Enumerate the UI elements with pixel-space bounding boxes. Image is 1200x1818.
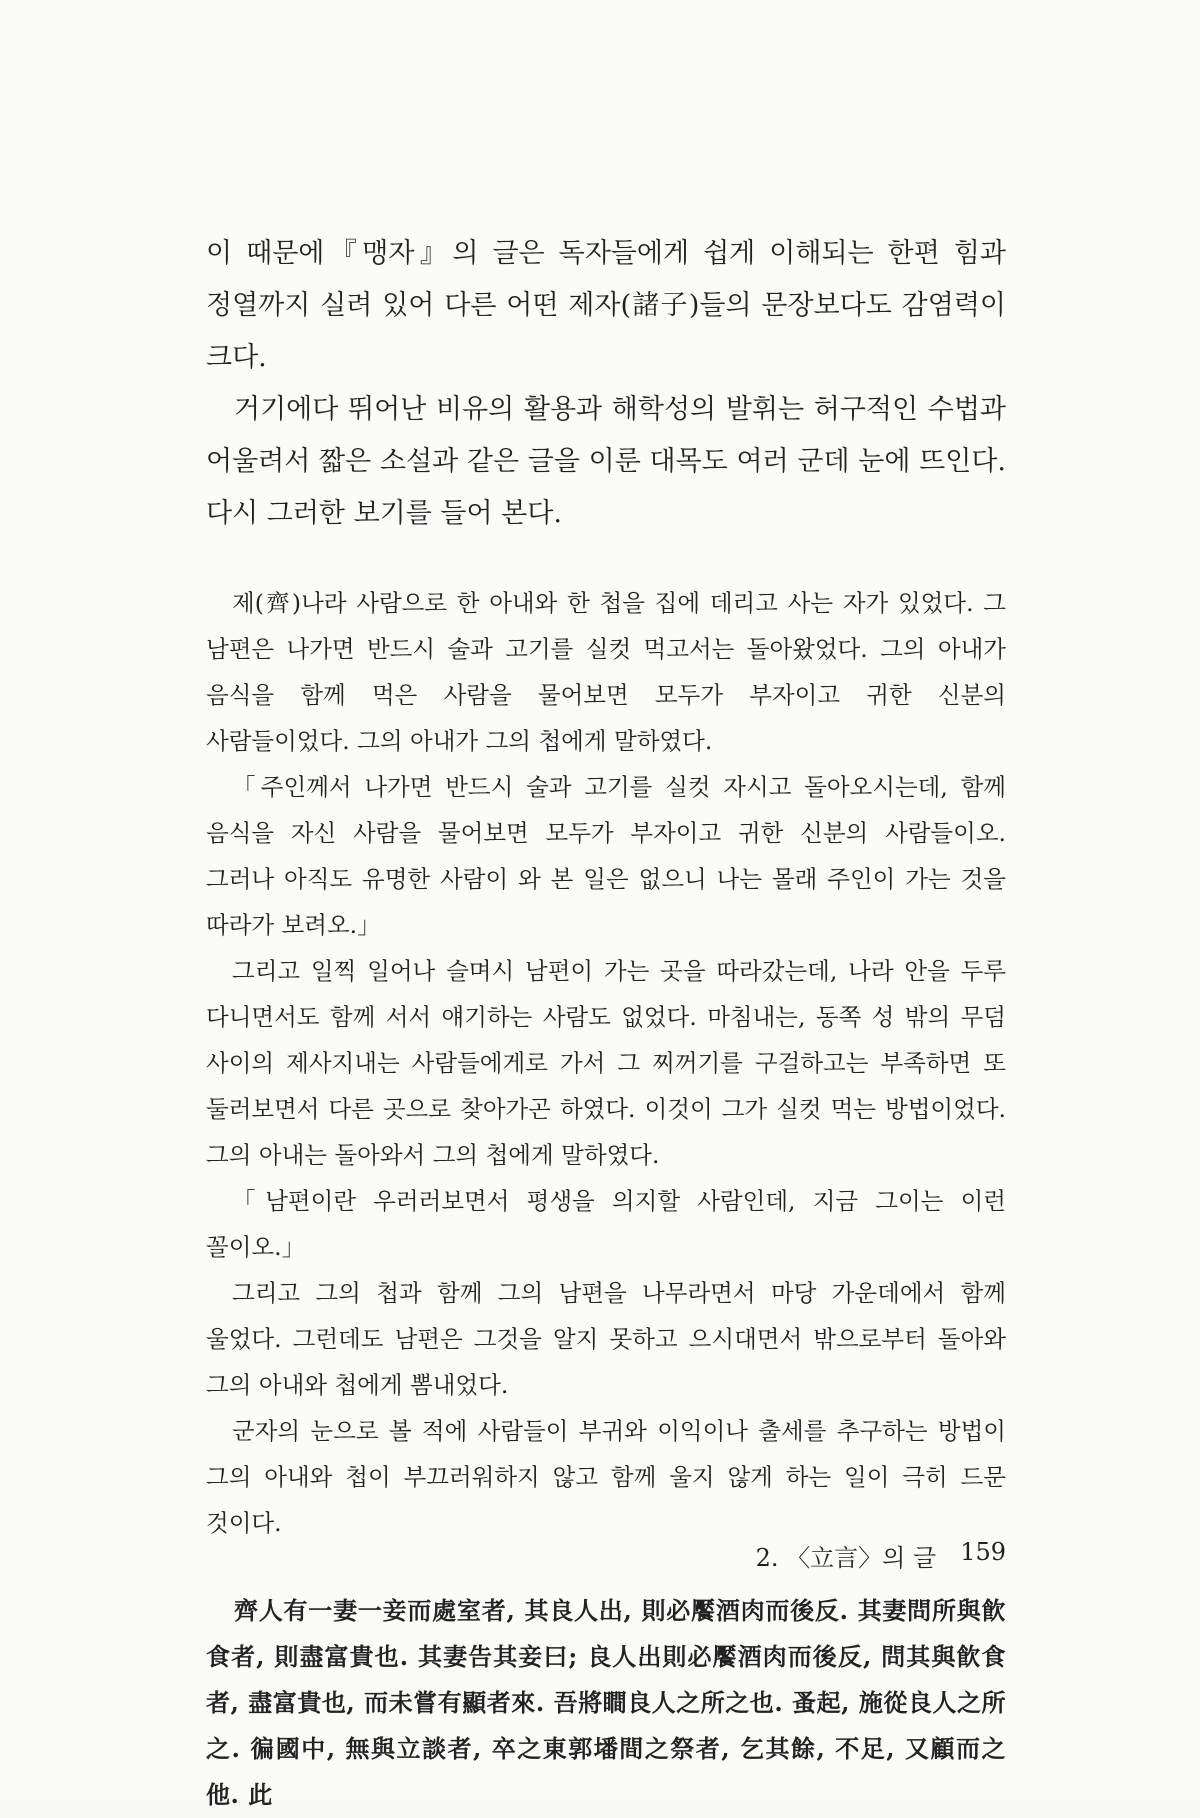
quote-paragraph-4: 「남편이란 우러러보면서 평생을 의지할 사람인데, 지금 그이는 이런 꼴이오.」 bbox=[206, 1187, 1006, 1261]
body-paragraph-1: 이 때문에『맹자』의 글은 독자들에게 쉽게 이해되는 한편 힘과 정열까지 실려 있어 다른 어떤 제자(諸子)들의 문장보다도 감염력이 크다. bbox=[206, 238, 1006, 373]
classical-text: 齊人有一妻一妾而處室者, 其良人出, 則必饜酒肉而後反. 其妻問所與飮食者, 則盡富貴也. 其妻告其妾曰; 良人出則必饜酒肉而後反, 問其與飮食者, 盡富貴也, 而未嘗有顯者來. 吾將瞷良人之所之也. 蚤起, 施從良人之所之. 徧國中, 無與立談者, 卒之東郭墦間之祭者, 乞其餘, 不足, 又顧而之他. 此 bbox=[206, 1596, 1006, 1809]
body-paragraph-2: 거기에다 뛰어난 비유의 활용과 해학성의 발휘는 허구적인 수법과 어울려서 짧은 소설과 같은 글을 이룬 대목도 여러 군데 눈에 뜨인다. 다시 그러한 보기를 들어 본다. bbox=[206, 394, 1006, 529]
translated-passage bbox=[206, 580, 1006, 1546]
page-footer bbox=[756, 1538, 1006, 1573]
quote-paragraph-3: 그리고 일찍 일어나 슬며시 남편이 가는 곳을 따라갔는데, 나라 안을 두루 다니면서도 함께 서서 얘기하는 사람도 없었다. 마침내는, 동쪽 성 밖의 무덤 사이의 제사지내는 사람들에게로 가서 그 찌꺼기를 구걸하고는 부족하면 또 둘러보면서 다른 곳으로 찾아가곤 하였다. 이것이 그가 실컷 먹는 방법이었다. 그의 아내는 돌아와서 그의 첩에게 말하였다. bbox=[206, 957, 1006, 1169]
quote-paragraph-6: 군자의 눈으로 볼 적에 사람들이 부귀와 이익이나 출세를 추구하는 방법이 그의 아내와 첩이 부끄러워하지 않고 함께 울지 않게 하는 일이 극히 드문 것이다. bbox=[206, 1417, 1006, 1537]
page-body bbox=[206, 228, 1006, 1818]
classical-chinese-passage bbox=[206, 1588, 1006, 1818]
quote-paragraph-1: 제(齊)나라 사람으로 한 아내와 한 첩을 집에 데리고 사는 자가 있었다. 그 남편은 나가면 반드시 술과 고기를 실컷 먹고서는 돌아왔었다. 그의 아내가 음식을 함께 먹은 사람을 물어보면 모두가 부자이고 귀한 신분의 사람들이었다. 그의 아내가 그의 첩에게 말하였다. bbox=[206, 589, 1006, 755]
page-number: 159 bbox=[960, 1538, 1006, 1566]
quote-paragraph-2: 「주인께서 나가면 반드시 술과 고기를 실컷 자시고 돌아오시는데, 함께 음식을 자신 사람을 물어보면 모두가 부자이고 귀한 신분의 사람들이오. 그러나 아직도 유명한 사람이 와 본 일은 없으니 나는 몰래 주인이 가는 것을 따라가 보려오.」 bbox=[206, 773, 1006, 939]
quote-paragraph-5: 그리고 그의 첩과 함께 그의 남편을 나무라면서 마당 가운데에서 함께 울었다. 그런데도 남편은 그것을 알지 못하고 으시대면서 밖으로부터 돌아와 그의 아내와 첩에게 뽐내었다. bbox=[206, 1279, 1006, 1399]
footer-section-title: 2. 〈立言〉의 글 bbox=[755, 1544, 937, 1572]
